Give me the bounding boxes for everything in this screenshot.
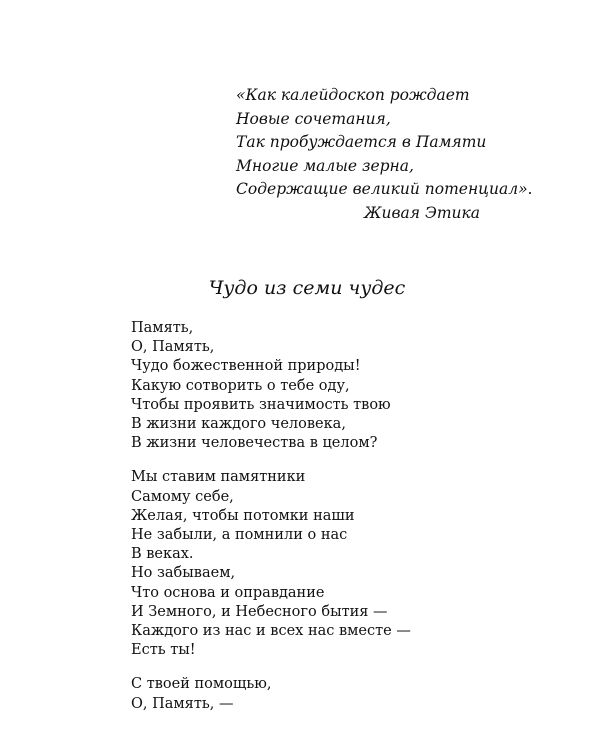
epigraph-line: «Как калейдоскоп рождает [236,86,470,104]
poem-line: Но забываем, [131,565,236,582]
poem-stanza [131,468,431,660]
poem-line: В жизни человечества в целом? [131,435,378,452]
poem-line: Что основа и оправдание [131,584,325,601]
poem-line: Память, [131,320,194,336]
epigraph-line: Многие малые зерна, [236,156,414,175]
epigraph-line: Так пробуждается в Памяти [236,133,487,151]
poem-line: Чудо божественной природы! [131,358,361,375]
poem-line: Каждого из нас и всех нас вместе — [131,623,411,640]
poem-stanza [131,675,431,713]
poem-body [131,319,431,729]
poem-line: И Земного, и Небесного бытия — [131,603,388,620]
poem-line: Самому себе, [131,488,234,505]
poem-line: О, Память, [131,339,215,356]
poem-line: Не забыли, а помнили о нас [131,527,348,544]
epigraph-line: Содержащие великий потенциал». [236,180,533,198]
poem-line: Желая, чтобы потомки наши [131,507,355,524]
poem-line: Чтобы проявить значимость твою [131,396,391,413]
epigraph [236,84,533,225]
poem-line: В веках. [131,546,194,563]
poem-line: С твоей помощью, [131,676,272,693]
poem-line: В жизни каждого человека, [131,416,346,433]
poem-stanza [131,319,431,453]
poem-line: Мы ставим памятники [131,469,306,486]
poem-line: Какую сотворить о тебе оду, [131,377,350,394]
poem-line: О, Память, — [131,695,234,712]
epigraph-attribution: Живая Этика [364,203,480,222]
poem-line: Есть ты! [131,642,196,659]
poem-title: Чудо из семи чудес [208,277,406,299]
epigraph-line: Новые сочетания, [236,109,391,128]
